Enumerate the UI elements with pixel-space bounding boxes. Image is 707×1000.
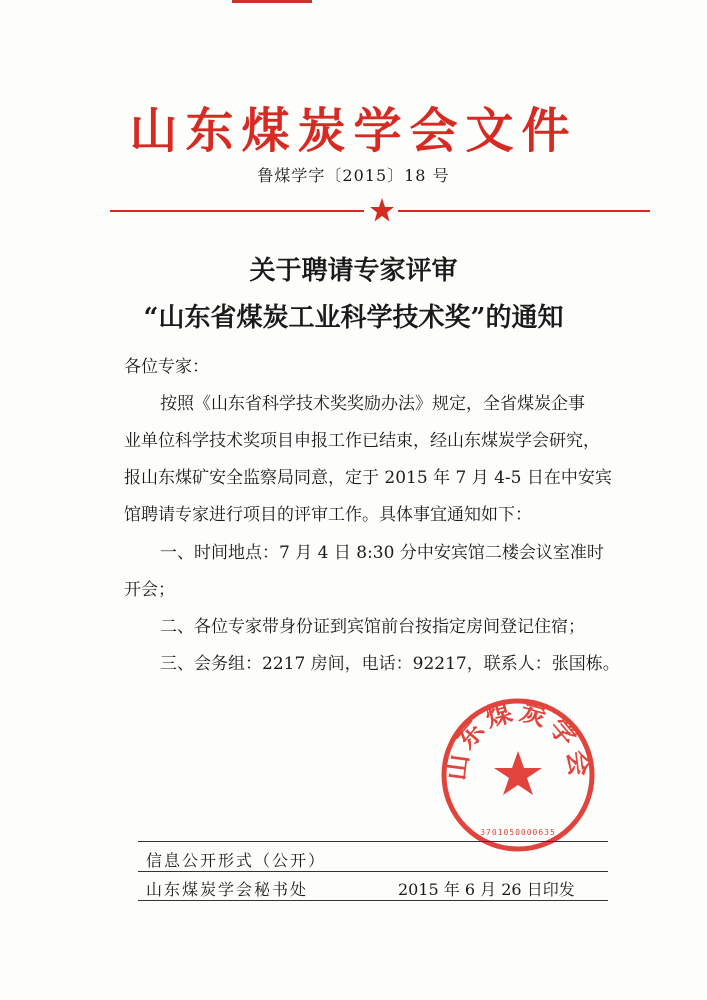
top-edge-mark [232, 0, 312, 3]
paragraph-line: 业单位科学技术奖项目申报工作已结束，经山东煤炭学会研究， [124, 431, 600, 451]
issuer: 山东煤炭学会秘书处 [146, 880, 309, 899]
paragraph-line: 报山东煤矿安全监察局同意，定于 2015 年 7 月 4-5 日在中安宾 [124, 468, 612, 488]
paragraph-line: 按照《山东省科学技术奖奖励办法》规定，全省煤炭企事 [160, 394, 585, 414]
document-number: 鲁煤学字〔2015〕18 号 [257, 166, 450, 185]
notice-title-line-1: 关于聘请专家评审 [249, 256, 458, 286]
item-lodging: 二、各位专家带身份证到宾馆前台按指定房间登记住宿； [160, 617, 585, 637]
footer-rule-middle [138, 871, 608, 872]
item-contact: 三、会务组：2217 房间，电话：92217，联系人：张国栋。 [160, 654, 620, 674]
notice-title-line-2: “山东省煤炭工业科学技术奖”的通知 [143, 303, 564, 333]
seal-code: 3701050000635 [480, 828, 556, 837]
seal-star-icon [494, 751, 542, 795]
issue-date: 2015 年 6 月 26 日印发 [398, 880, 575, 899]
header-divider-left [110, 210, 364, 212]
salutation: 各位专家： [124, 357, 209, 377]
official-seal [438, 695, 598, 855]
disclosure-form: 信息公开形式（公开） [146, 851, 327, 870]
footer-rule-bottom [138, 900, 608, 901]
seal-org-name: 山东煤炭学会 [441, 696, 595, 783]
star-icon [369, 197, 395, 223]
item-time-location: 一、时间地点：7 月 4 日 8:30 分中安宾馆二楼会议室准时 [160, 543, 604, 563]
item-time-location-cont: 开会； [124, 580, 175, 600]
paragraph-line: 馆聘请专家进行项目的评审工作。具体事宜通知如下： [124, 505, 532, 525]
org-header-title: 山东煤炭学会文件 [129, 103, 578, 159]
footer-rule-top [138, 841, 608, 842]
header-divider-right [398, 210, 650, 212]
